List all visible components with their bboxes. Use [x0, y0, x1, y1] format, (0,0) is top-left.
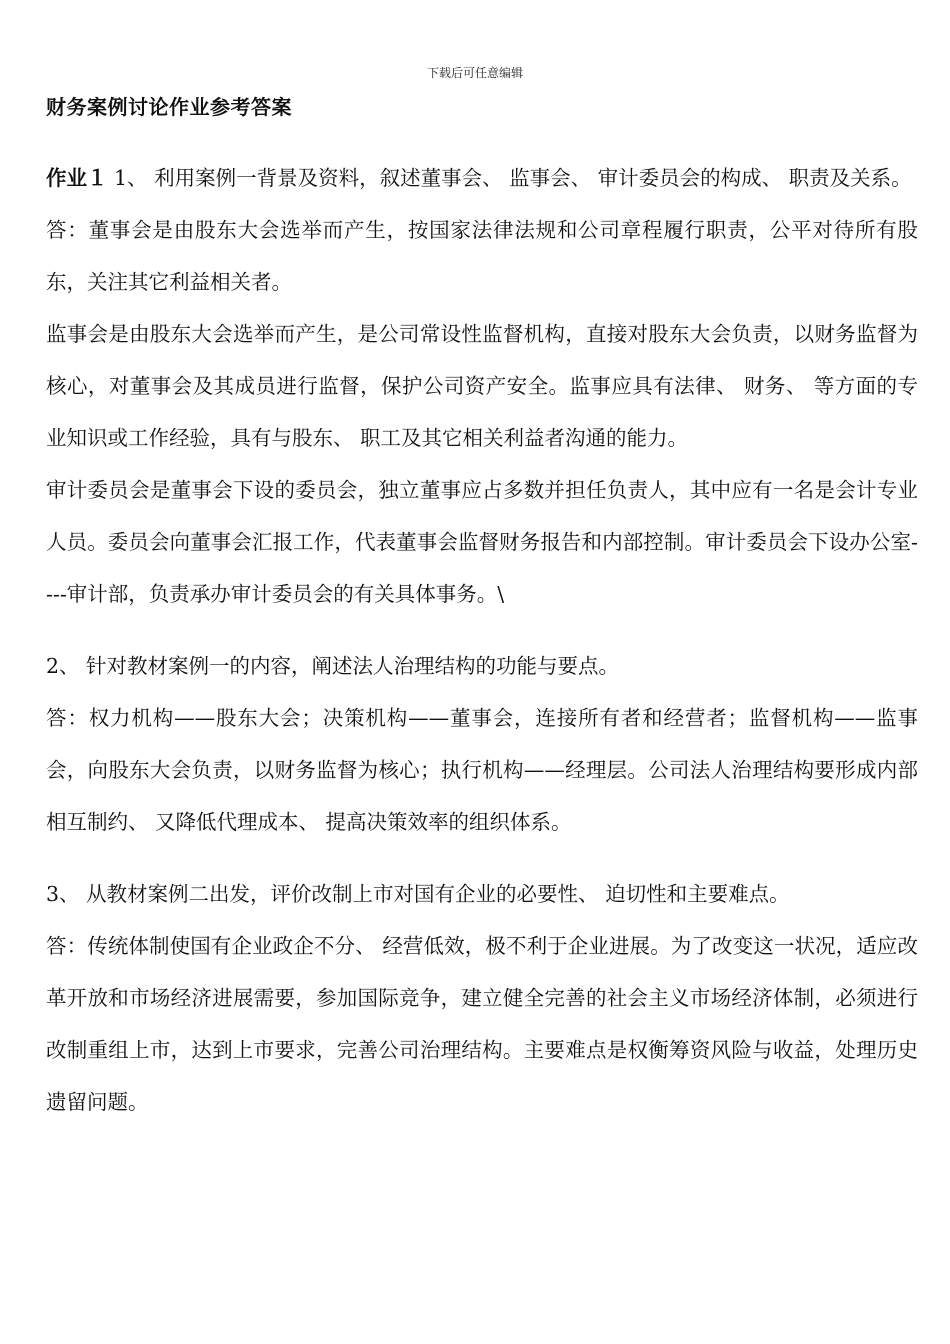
header-note: 下载后可任意编辑 — [426, 66, 523, 80]
question-1 — [46, 152, 918, 204]
answer-1-board: 答：董事会是由股东大会选举而产生，按国家法律法规和公司章程履行职责，公平对待所有股东，关注其它利益相关者。 — [46, 218, 918, 294]
answer-1-supervisory: 监事会是由股东大会选举而产生，是公司常设性监督机构，直接对股东大会负责，以财务监督为核心，对董事会及其成员进行监督，保护公司资产安全。监事应具有法律、 财务、 等方面的专业知识或工作经验，具有与股东、 职工及其它相关利益者沟通的能力。 — [46, 322, 918, 450]
assignment-label: 作业１ — [46, 166, 108, 190]
answer-1-audit-committee: 审计委员会是董事会下设的委员会，独立董事应占多数并担任负责人，其中应有一名是会计专业人员。委员会向董事会汇报工作，代表董事会监督财务报告和内部控制。审计委员会下设办公室----审计部，负责承办审计委员会的有关具体事务。\ — [46, 478, 918, 606]
document-body — [46, 152, 918, 1128]
question-3: 3、 从教材案例二出发，评价改制上市对国有企业的必要性、 迫切性和主要难点。 — [46, 882, 790, 906]
document-title: 财务案例讨论作业参考答案 — [46, 95, 292, 119]
question-1-text: 1、 利用案例一背景及资料，叙述董事会、 监事会、 审计委员会的构成、 职责及关系。 — [107, 166, 912, 190]
answer-3: 答：传统体制使国有企业政企不分、 经营低效，极不利于企业进展。为了改变这一状况，适应改革开放和市场经济进展需要，参加国际竞争，建立健全完善的社会主义市场经济体制，必须进行改制重组上市，达到上市要求，完善公司治理结构。主要难点是权衡筹资风险与收益，处理历史遗留问题。 — [46, 934, 918, 1114]
answer-2: 答：权力机构——股东大会；决策机构——董事会，连接所有者和经营者；监督机构——监事会，向股东大会负责，以财务监督为核心；执行机构——经理层。公司法人治理结构要形成内部相互制约、 又降低代理成本、 提高决策效率的组织体系。 — [46, 706, 918, 834]
question-2: 2、 针对教材案例一的内容，阐述法人治理结构的功能与要点。 — [46, 654, 620, 678]
